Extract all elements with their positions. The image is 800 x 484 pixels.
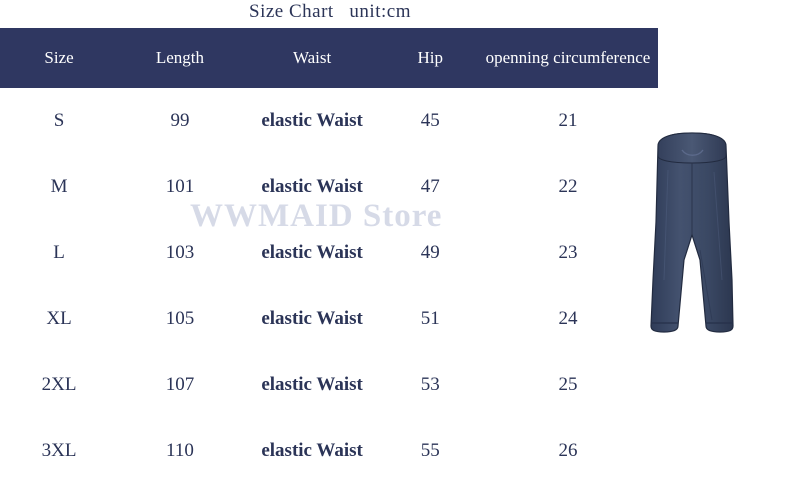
table-row (0, 220, 658, 286)
cell-size: S (53, 110, 65, 131)
table-row (0, 154, 658, 220)
table-row (0, 418, 658, 484)
store-watermark: WWMAID Store (190, 198, 443, 234)
cell-hip: 55 (420, 440, 440, 461)
table-row (0, 352, 658, 418)
cell-opening: 23 (558, 242, 578, 263)
cell-length: 99 (170, 110, 190, 131)
cell-waist: elastic Waist (261, 176, 363, 197)
column-header-hip: Hip (417, 48, 443, 68)
column-header-waist: Waist (292, 48, 332, 68)
cell-waist: elastic Waist (261, 308, 363, 329)
cell-opening: 25 (558, 374, 578, 395)
cell-waist: elastic Waist (261, 110, 363, 131)
product-image (640, 130, 785, 345)
cell-length: 101 (165, 176, 195, 197)
table-body (0, 88, 658, 484)
cell-length: 105 (165, 308, 195, 329)
column-header-opening-circumference: openning circumference (485, 48, 651, 68)
cell-opening: 26 (558, 440, 578, 461)
table-header (0, 28, 658, 88)
cell-hip: 51 (420, 308, 440, 329)
cell-length: 110 (166, 440, 194, 461)
cell-size: M (50, 176, 68, 197)
page-title: Size Chart unit:cm (249, 1, 411, 22)
cell-size: XL (46, 308, 72, 329)
cell-opening: 21 (558, 110, 578, 131)
cell-length: 103 (165, 242, 195, 263)
cell-hip: 53 (420, 374, 440, 395)
column-header-size: Size (44, 48, 74, 68)
cell-opening: 22 (558, 176, 578, 197)
table-row (0, 88, 658, 154)
cell-opening: 24 (558, 308, 578, 329)
navy-trousers-illustration (640, 130, 785, 345)
table-row (0, 286, 658, 352)
cell-size: 2XL (41, 374, 77, 395)
cell-size: 3XL (41, 440, 77, 461)
cell-hip: 49 (420, 242, 440, 263)
cell-hip: 45 (420, 110, 440, 131)
column-header-length: Length (155, 48, 205, 68)
size-chart-table (0, 28, 658, 484)
cell-waist: elastic Waist (261, 440, 363, 461)
waistband (658, 133, 726, 163)
cell-waist: elastic Waist (261, 374, 363, 395)
cell-waist: elastic Waist (261, 242, 363, 263)
cell-length: 107 (165, 374, 195, 395)
cell-hip: 47 (420, 176, 440, 197)
cell-size: L (53, 242, 65, 263)
table-header-row (0, 28, 658, 88)
